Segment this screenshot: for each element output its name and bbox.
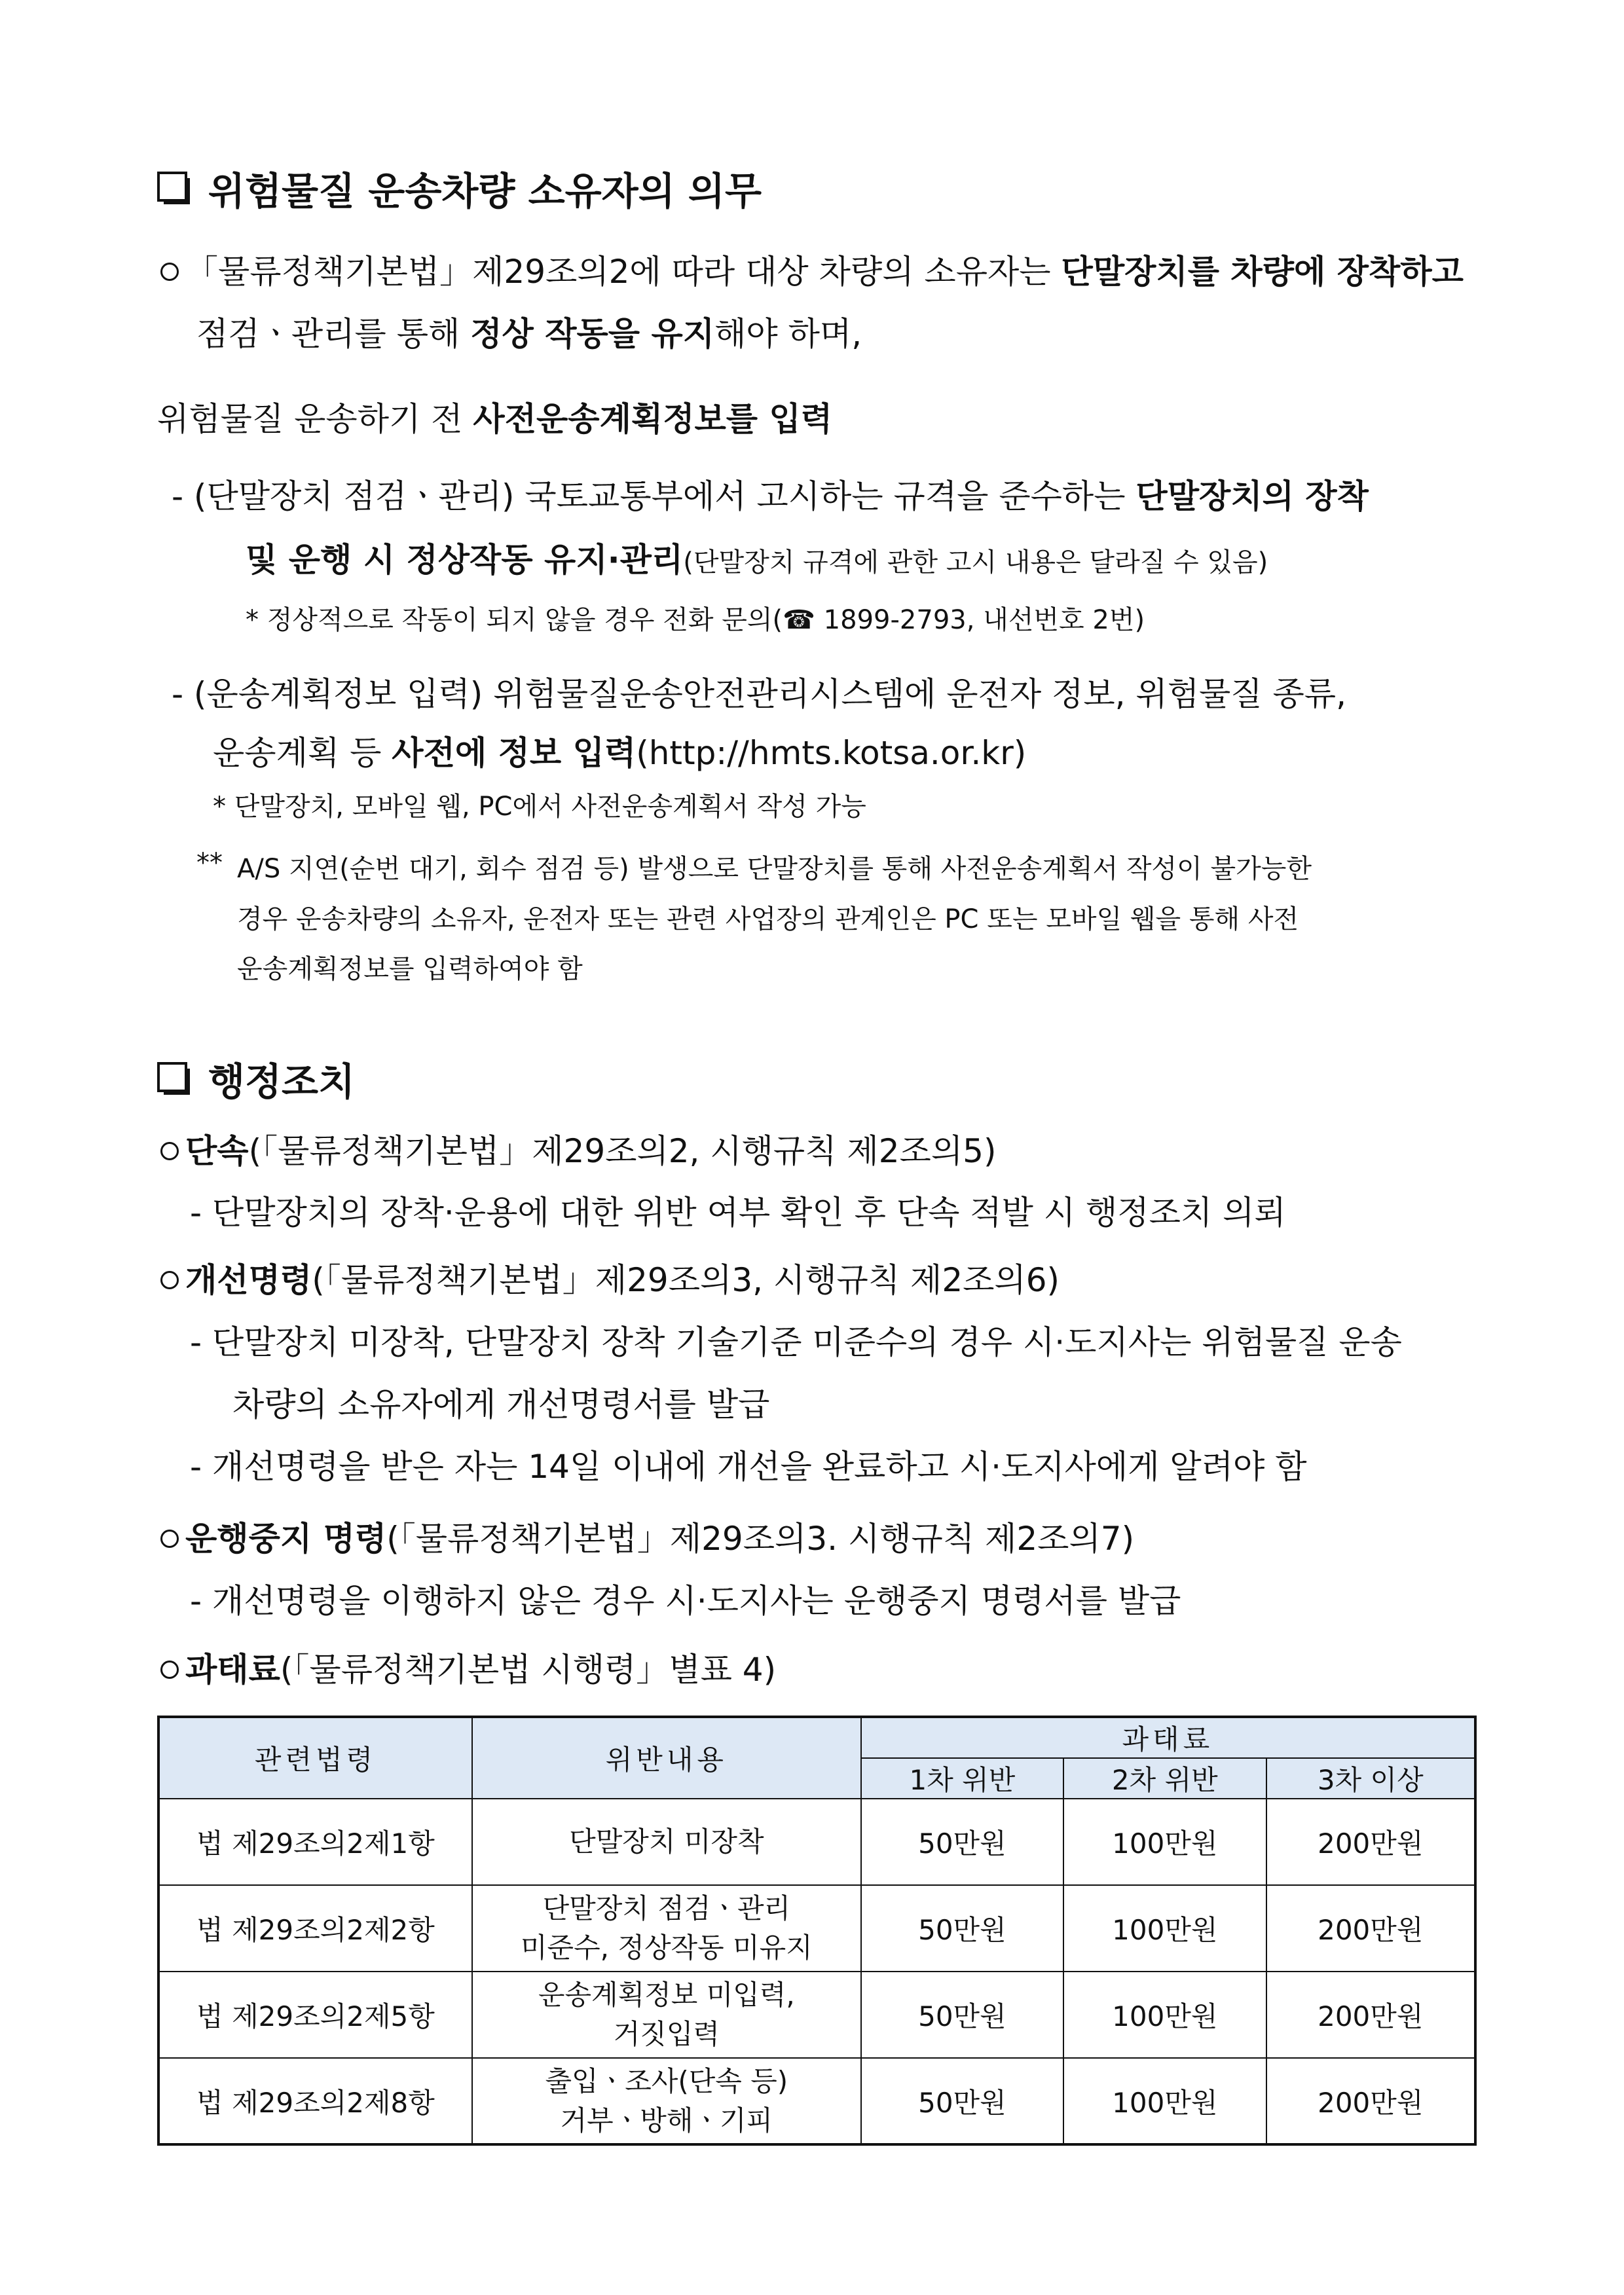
cell-fine-1: 50만원 (861, 2058, 1063, 2144)
header-third: 3차 이상 (1266, 1758, 1475, 1799)
bullet-owner-obligation: 「물류정책기본법」제29조의2에 따라 대상 차량의 소유자는 단말장치를 차량에 장착하고 (160, 246, 1464, 293)
note-phone-inquiry: * 정상적으로 작동이 되지 않을 경우 전화 문의(☎ 1899-2793, 내선번호 2번) (246, 605, 1145, 635)
cell-violation: 출입ㆍ조사(단속 등) 거부ㆍ방해ㆍ기피 (472, 2058, 861, 2144)
cell-fine-3: 200만원 (1266, 1799, 1475, 1885)
item-improvement-detail2: - 개선명령을 받은 자는 14일 이내에 개선을 완료하고 시·도지사에게 알려야 함 (190, 1448, 1307, 1486)
checkbox-square-icon (157, 172, 190, 204)
cell-violation: 단말장치 점검ㆍ관리 미준수, 정상작동 미유지 (472, 1885, 861, 1972)
item-improvement-detail1: - 단말장치 미장착, 단말장치 장착 기술기준 미준수의 경우 시·도지사는 위험물질 운송 (190, 1323, 1402, 1361)
cell-law: 법 제29조의2제2항 (158, 1885, 472, 1972)
item-suspension-order: 운행중지 명령(「물류정책기본법」제29조의3. 시행규칙 제2조의7) (160, 1513, 1134, 1560)
cell-law: 법 제29조의2제5항 (158, 1972, 472, 2058)
header-first: 1차 위반 (861, 1758, 1063, 1799)
dash-plan-input: - (운송계획정보 입력) 위험물질운송안전관리시스템에 운전자 정보, 위험물질 종류, (172, 675, 1346, 713)
item-fine: 과태료(「물류정책기본법 시행령」별표 4) (160, 1643, 776, 1691)
section-title: 위험물질 운송차량 소유자의 의무 (208, 169, 762, 213)
table-row (158, 1972, 1475, 2058)
circle-bullet-icon (160, 1530, 179, 1548)
circle-bullet-icon (160, 1661, 179, 1679)
cell-fine-3: 200만원 (1266, 1972, 1475, 2058)
dash-device-inspection-line2: 및 운행 시 정상작동 유지·관리(단말장치 규격에 관한 고시 내용은 달라질 수 있음) (246, 541, 1268, 579)
cell-fine-3: 200만원 (1266, 1885, 1475, 1972)
hmts-url-link[interactable]: (http://hmts.kotsa.or.kr) (636, 734, 1027, 772)
note-as-delay-line3: 운송계획정보를 입력하여야 함 (237, 954, 583, 984)
section-heading-admin-action (157, 1051, 355, 1106)
circle-bullet-icon (160, 263, 179, 281)
item-suspension-detail: - 개선명령을 이행하지 않은 경우 시·도지사는 운행중지 명령서를 발급 (190, 1582, 1181, 1620)
cell-fine-2: 100만원 (1063, 1885, 1266, 1972)
circle-bullet-icon (160, 1142, 179, 1160)
table-row (158, 2058, 1475, 2144)
note-as-delay-marker: ** (196, 848, 223, 878)
cell-violation: 운송계획정보 미입력, 거짓입력 (472, 1972, 861, 2058)
phone-icon: ☎ (783, 605, 815, 635)
cell-law: 법 제29조의2제8항 (158, 2058, 472, 2144)
item-improvement-detail1-line2: 차량의 소유자에게 개선명령서를 발급 (232, 1386, 770, 1423)
cell-fine-2: 100만원 (1063, 1972, 1266, 2058)
header-second: 2차 위반 (1063, 1758, 1266, 1799)
note-as-delay-line1: A/S 지연(순번 대기, 회수 점검 등) 발생으로 단말장치를 통해 사전운송계획서 작성이 불가능한 (237, 854, 1312, 884)
cell-fine-2: 100만원 (1063, 1799, 1266, 1885)
header-violation: 위반내용 (472, 1717, 861, 1799)
cell-fine-2: 100만원 (1063, 2058, 1266, 2144)
circle-bullet-icon (160, 1271, 179, 1289)
header-law: 관련법령 (158, 1717, 472, 1799)
note-write-plan: * 단말장치, 모바일 웹, PC에서 사전운송계획서 작성 가능 (213, 792, 866, 822)
checkbox-square-icon (157, 1062, 190, 1095)
dash-device-inspection: - (단말장치 점검ㆍ관리) 국토교통부에서 고시하는 규격을 준수하는 단말장치의 장착 (172, 477, 1369, 515)
table-row (158, 1799, 1475, 1885)
header-fine: 과태료 (861, 1717, 1475, 1758)
section-title: 행정조치 (208, 1059, 356, 1104)
item-enforcement-detail: - 단말장치의 장착·운용에 대한 위반 여부 확인 후 단속 적발 시 행정조치 의뢰 (190, 1194, 1286, 1232)
cell-fine-1: 50만원 (861, 1972, 1063, 2058)
dash-plan-input-line2: 운송계획 등 사전에 정보 입력(http://hmts.kotsa.or.kr) (213, 734, 1027, 772)
item-enforcement: 단속(「물류정책기본법」제29조의2, 시행규칙 제2조의5) (160, 1125, 996, 1172)
cell-law: 법 제29조의2제1항 (158, 1799, 472, 1885)
cell-fine-1: 50만원 (861, 1885, 1063, 1972)
pre-transport-input-line: 위험물질 운송하기 전 사전운송계획정보를 입력 (157, 400, 833, 438)
bullet-owner-obligation-line2: 점검ㆍ관리를 통해 정상 작동을 유지해야 하며, (196, 315, 862, 353)
table-row (158, 1885, 1475, 1972)
fine-table (157, 1716, 1477, 2146)
cell-fine-3: 200만원 (1266, 2058, 1475, 2144)
cell-violation: 단말장치 미장착 (472, 1799, 861, 1885)
item-improvement-order: 개선명령(「물류정책기본법」제29조의3, 시행규칙 제2조의6) (160, 1254, 1060, 1301)
cell-fine-1: 50만원 (861, 1799, 1063, 1885)
section-heading-owner-duty (157, 160, 762, 215)
note-as-delay-line2: 경우 운송차량의 소유자, 운전자 또는 관련 사업장의 관계인은 PC 또는 모바일 웹을 통해 사전 (237, 904, 1299, 934)
